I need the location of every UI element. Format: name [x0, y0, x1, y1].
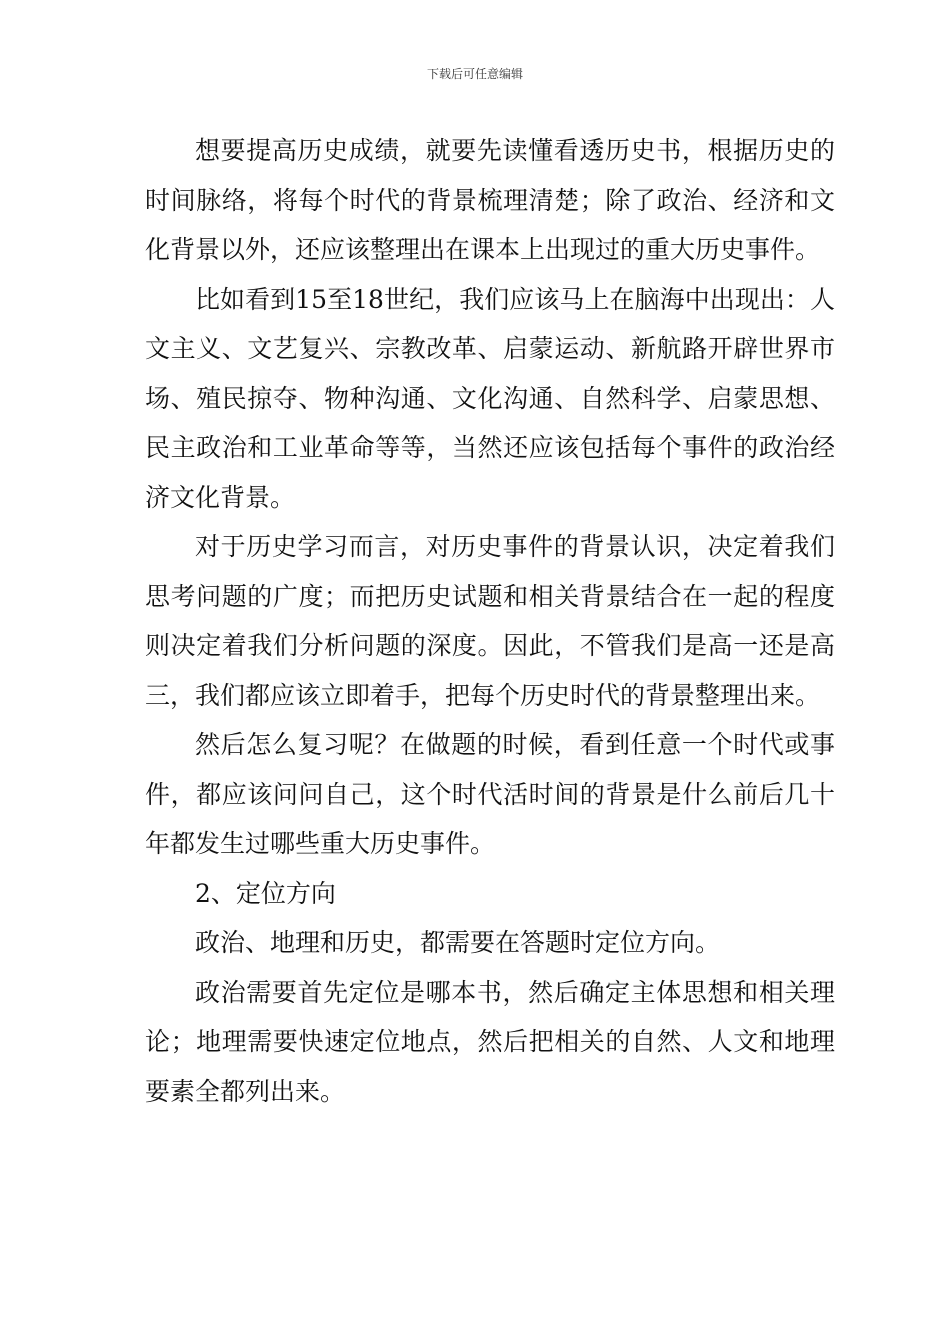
paragraph-5: 政治、地理和历史，都需要在答题时定位方向。 — [195, 928, 721, 957]
paragraph-2: 比如看到15至18世纪，我们应该马上在脑海中出现出：人文主义、文艺复兴、宗教改革、启蒙运动、新航路开辟世界市场、殖民掠夺、物种沟通、文化沟通、自然科学、启蒙思想、民主政治和工业革命等等，当然还应该包括每个事件的政治经济文化背景。 — [145, 284, 835, 512]
page-header: 下载后可任意编辑 — [426, 67, 523, 81]
paragraph-1: 想要提高历史成绩，就要先读懂看透历史书，根据历史的时间脉络，将每个时代的背景梳理清楚；除了政治、经济和文化背景以外，还应该整理出在课本上出现过的重大历史事件。 — [145, 136, 835, 264]
paragraph-6: 政治需要首先定位是哪本书，然后确定主体思想和相关理论；地理需要快速定位地点，然后把相关的自然、人文和地理要素全都列出来。 — [145, 977, 835, 1106]
paragraph-3: 对于历史学习而言，对历史事件的背景认识，决定着我们思考问题的广度；而把历史试题和相关背景结合在一起的程度则决定着我们分析问题的深度。因此，不管我们是高一还是高三，我们都应该立即着手，把每个历史时代的背景整理出来。 — [145, 532, 835, 710]
section-heading: 2、定位方向 — [195, 878, 336, 908]
paragraph-4: 然后怎么复习呢？在做题的时候，看到任意一个时代或事件，都应该问问自己，这个时代活时间的背景是什么前后几十年都发生过哪些重大历史事件。 — [145, 730, 835, 858]
document-body — [145, 126, 835, 1116]
